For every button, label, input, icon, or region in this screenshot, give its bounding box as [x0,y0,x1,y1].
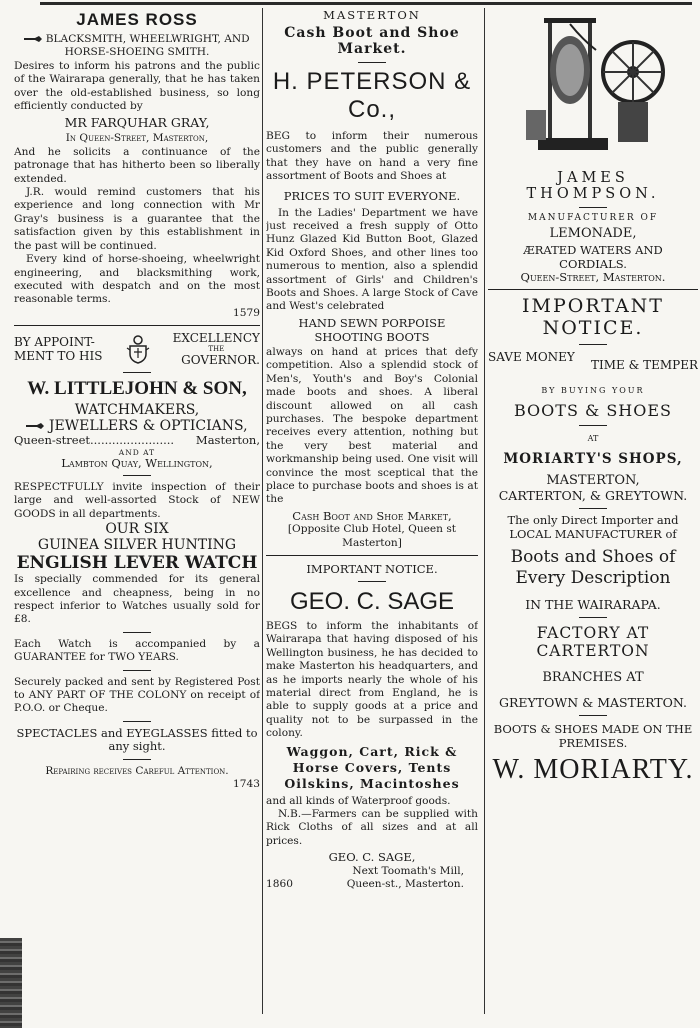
royal-appointment [14,331,260,367]
ad-address: Cash Boot and Shoe Market, [292,508,452,523]
column-rule [262,8,263,1014]
column-left [14,8,260,1014]
ad-james-ross [14,10,260,320]
ad-title: W. LITTLEJOHN & SON, [27,378,247,400]
ad-heading: Waggon, Cart, Rick & Horse Covers, Tents Oilskins, Macintoshes [284,743,460,791]
ad-and-at: AND AT [118,447,156,457]
short-rule [579,207,607,208]
ad-littlejohn [14,331,260,791]
column-rule [484,8,485,1014]
ad-address: Queen-st., Masterton. [346,878,464,891]
column-middle [266,8,478,1014]
ad-paragraph: And he solicits a continuance of the patronage that has hitherto been so liberally extended. [14,145,260,185]
short-rule [123,372,151,373]
ad-title: JAMES THOMPSON. [526,170,660,202]
ad-heading: OUR SIX [105,521,169,538]
ad-name: MR FARQUHAR GRAY, [64,115,210,131]
appointment-text: MENT TO HIS [14,349,103,364]
appointment-text: THE [208,345,225,354]
ad-heading: HAND SEWN PORPOISE SHOOTING BOOTS [298,315,446,344]
ad-notice: IMPORTANT NOTICE. [306,561,438,576]
ad-towns: CARTERTON, & GREYTOWN. [498,488,688,504]
ad-towns: MASTERTON, [546,473,640,489]
ad-divider [266,555,478,556]
ad-product: ÆRATED WATERS AND CORDIALS. [523,243,663,271]
ad-made: BOOTS & SHOES MADE ON THE PREMISES. [493,722,693,751]
ad-number: 1579 [233,306,260,319]
appointment-text: BY APPOINT- [14,335,95,350]
ad-number: 1743 [233,778,260,791]
ad-boots: BOOTS & SHOES [513,401,672,421]
ad-moriarty [488,295,698,786]
ad-location: Lambton Quay, Wellington, [61,455,213,470]
ad-divider [488,289,698,290]
ad-paragraph: J.R. would remind customers that his experience and long connection with Mr Gray's business is a guarantee that the satisfaction given by this establishment in the past will be continued. [14,186,260,252]
ad-paragraph: always on hand at prices that defy competition. Also a splendid stock of Men's, Youth's and Boy's Colonial made boots and shoes. A liberal discount allowed on all cash purchases. The bespoke department receives every attention, nothing but the very best material and workmanship being used. One visit will convince the most sceptical that the place to purchase boots and shoes is at the [266,345,478,506]
short-rule [123,475,151,476]
short-rule [123,670,151,671]
short-rule [579,425,607,426]
top-rule [40,2,692,5]
ad-location: Queen-Street, Masterton. [520,270,666,284]
ad-paragraph: Repairing receives Careful Attention. [45,764,229,777]
ad-paragraph: SPECTACLES and EYEGLASSES fitted to any sight. [16,725,258,754]
ad-shops: MORIARTY'S SHOPS, [503,451,683,468]
short-rule [123,721,151,722]
column-right [488,8,698,1014]
ad-manufacturer: MANUFACTURER OF [527,213,659,223]
ad-paragraph: In the Ladies' Department we have just received a fresh supply of Otto Hunz Glazed Kid Button Boot, Glazed Kid Oxford Shoes, and other lines too numerous to mention, also a splendid assortment of Girls' and Children's Boots and Shoes. A large Stock of Cave and West's celebrated [266,206,478,313]
ad-factory: FACTORY AT CARTERTON [536,624,650,661]
ad-paragraph: Securely packed and sent by Registered Post to ANY PART OF THE COLONY on receipt of P.O.O. or Cheque. [14,675,260,715]
ad-heading: PRICES TO SUIT EVERYONE. [283,188,461,203]
short-rule [123,632,151,633]
ad-heading: GUINEA SILVER HUNTING [37,537,237,554]
ad-market: Market. [337,41,407,57]
ad-paragraph: Each Watch is accompanied by a GUARANTEE for TWO YEARS. [14,637,260,664]
ad-paragraph: Is specially commended for its general excellence and cheapness, being in no respect inferior to Watches usually sold for £8. [14,573,260,626]
ad-heading: Boots and Shoes of Every Description [510,547,676,589]
short-rule [579,617,607,618]
ad-paragraph: BEGS to inform the inhabitants of Wairarapa that having disposed of his Wellington business, he has decided to make Masterton his headquarters, and as he imports nearly the whole of his material direct from England, he is able to supply goods at a price and quality not to be surpassed in the colony. [266,619,478,740]
ad-trades: BLACKSMITH, WHEELWRIGHT, AND HORSE-SHOEING SMITH. [14,33,260,60]
ad-paragraph: Every kind of horse-shoeing, wheelwright engineering, and blacksmithing work, executed with despatch and on the most reasonable terms. [14,253,260,306]
ad-product: LEMONADE, [549,226,637,241]
ad-signature-name: W. MORIARTY. [492,754,694,786]
ad-market: Cash Boot and Shoe [284,25,460,41]
ad-paragraph: and all kinds of Waterproof goods. [266,794,451,807]
ad-address: Next Toomath's Mill, [352,864,464,877]
ad-at: AT [587,434,599,444]
short-rule [123,759,151,760]
ad-paragraph: BEG to inform their numerous customers and the public generally that they have on hand a very fine assortment of Boots and Shoes at [266,130,478,183]
pointing-hand-icon [26,422,44,431]
ad-signature: GEO. C. SAGE, [328,850,416,865]
short-rule [358,62,386,63]
ad-sage [266,562,478,892]
ad-peterson [266,8,478,550]
ad-footer [266,865,478,892]
short-rule [579,715,607,716]
ad-paragraph: N.B.—Farmers can be supplied with Rick Cloths of all sizes and at all prices. [266,808,478,847]
ad-address: [Opposite Club Hotel, Queen st Masterton] [287,523,457,549]
ad-notice: IMPORTANT NOTICE. [522,295,664,340]
ad-buying: BY BUYING YOUR [541,386,645,396]
ad-heading: ENGLISH LEVER WATCH [16,553,258,574]
machinery-illustration [518,10,668,160]
appointment-text: EXCELLENCY [172,331,260,346]
ad-town: MASTERTON [323,8,421,22]
ad-title: GEO. C. SAGE [289,587,455,615]
ad-location: In Queen-Street, Masterton, [65,132,209,145]
ad-location: Queen-street....................... Masterton, [14,433,260,448]
ad-trade: WATCHMAKERS, [74,402,200,419]
royal-crest-icon [125,334,151,364]
ad-region: IN THE WAIRARAPA. [525,597,661,613]
ad-trade: JEWELLERS & OPTICIANS, [14,418,260,434]
ad-thompson [488,10,698,284]
ad-save-line: SAVE MONEY TIME & TEMPER [488,350,698,373]
ad-branches: BRANCHES AT [542,670,644,686]
ad-title: JAMES ROSS [76,10,198,29]
ad-paragraph: The only Direct Importer and LOCAL MANUFACTURER of [507,513,679,541]
ad-branch-towns: GREYTOWN & MASTERTON. [499,695,687,711]
pointing-hand-icon [24,35,42,44]
ad-paragraph: RESPECTFULLY invite inspection of their large and well-assorted Stock of NEW GOODS in all departments. [14,480,260,520]
ad-number: 1860 [266,878,293,891]
short-rule [579,344,607,345]
ad-paragraph: Desires to inform his patrons and the public of the Wairarapa generally, that he has taken over the old-established business, so long efficiently conducted by [14,59,260,113]
appointment-text: GOVERNOR. [181,353,260,368]
short-rule [579,508,607,509]
short-rule [358,581,386,582]
ad-title: H. PETERSON & Co., [272,68,472,123]
ad-divider [14,325,260,326]
